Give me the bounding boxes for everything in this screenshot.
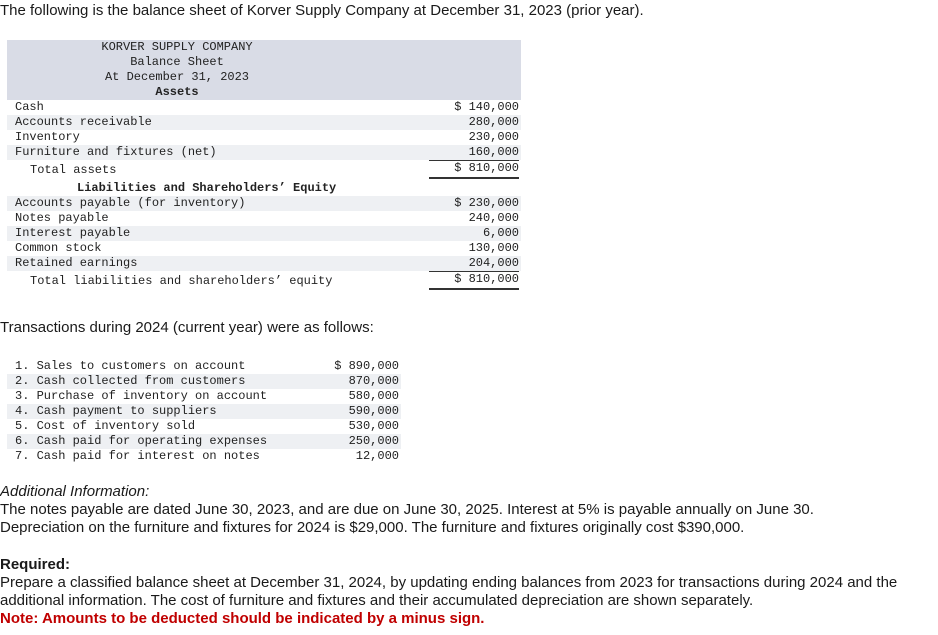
table-row — [7, 130, 521, 145]
row-label: Common stock — [15, 241, 102, 255]
table-row — [7, 256, 521, 271]
statement-date: At December 31, 2023 — [104, 70, 250, 84]
row-label: Retained earnings — [15, 256, 138, 270]
balance-sheet-header — [7, 40, 521, 100]
transaction-label: 2. Cash collected from customers — [15, 374, 246, 388]
table-row — [7, 100, 521, 115]
row-label: Cash — [15, 100, 44, 114]
transaction-value: 590,000 — [348, 404, 399, 418]
assets-heading: Assets — [155, 85, 199, 99]
required-note: Note: Amounts to be deducted should be indicated by a minus sign. — [0, 610, 485, 627]
transaction-value: 12,000 — [355, 449, 399, 463]
statement-title: Balance Sheet — [130, 55, 224, 69]
total-row — [7, 160, 521, 180]
row-value: $ 230,000 — [454, 196, 519, 210]
transactions-table — [7, 359, 401, 464]
additional-info-title: Additional Information: — [0, 483, 150, 500]
row-value: 204,000 — [429, 256, 519, 272]
total-assets-value: $ 810,000 — [429, 160, 519, 179]
additional-information — [0, 483, 930, 537]
intro-text: The following is the balance sheet of Korver Supply Company at December 31, 2023 (prior year). — [0, 2, 644, 19]
transaction-row — [7, 419, 401, 434]
liabilities-heading-row — [7, 180, 521, 196]
row-label: Furniture and fixtures (net) — [15, 145, 217, 159]
required-text: Prepare a classified balance sheet at December 31, 2024, by updating ending balances from 2023 for transactions during 2024 and the additional information. The cost of furniture and fixtures and their accumulated depreciation are shown separately. — [0, 574, 898, 609]
transaction-label: 6. Cash paid for operating expenses — [15, 434, 268, 448]
total-row — [7, 271, 521, 291]
transaction-label: 1. Sales to customers on account — [15, 359, 246, 373]
liabilities-heading: Liabilities and Shareholders’ Equity — [77, 181, 337, 195]
transaction-value: 870,000 — [348, 374, 399, 388]
row-value: 280,000 — [468, 115, 519, 129]
transaction-value: 250,000 — [348, 434, 399, 448]
transaction-row — [7, 434, 401, 449]
total-liabilities-label: Total liabilities and shareholders’ equity — [30, 274, 333, 288]
required-section — [0, 556, 934, 628]
row-label: Accounts payable (for inventory) — [15, 196, 246, 210]
row-value: 240,000 — [468, 211, 519, 225]
row-value: $ 140,000 — [454, 100, 519, 114]
total-assets-label: Total assets — [30, 163, 117, 177]
row-value: 6,000 — [482, 226, 519, 240]
transaction-row — [7, 404, 401, 419]
table-row — [7, 241, 521, 256]
additional-info-line: The notes payable are dated June 30, 2023, and are due on June 30, 2025. Interest at 5% is payable annually on June 30. — [0, 501, 814, 518]
row-label: Notes payable — [15, 211, 109, 225]
table-row — [7, 145, 521, 160]
table-row — [7, 115, 521, 130]
company-name: KORVER SUPPLY COMPANY — [101, 40, 253, 54]
table-row — [7, 211, 521, 226]
transactions-intro: Transactions during 2024 (current year) were as follows: — [0, 319, 374, 336]
transaction-label: 4. Cash payment to suppliers — [15, 404, 217, 418]
table-row — [7, 196, 521, 211]
transaction-row — [7, 449, 401, 464]
transaction-row — [7, 374, 401, 389]
transaction-label: 7. Cash paid for interest on notes — [15, 449, 260, 463]
balance-sheet-table — [7, 40, 521, 291]
transaction-label: 3. Purchase of inventory on account — [15, 389, 268, 403]
transaction-row — [7, 359, 401, 374]
transaction-value: 580,000 — [348, 389, 399, 403]
additional-info-line: Depreciation on the furniture and fixtures for 2024 is $29,000. The furniture and fixtures originally cost $390,000. — [0, 519, 745, 536]
total-liabilities-value: $ 810,000 — [429, 271, 519, 290]
row-value: 130,000 — [468, 241, 519, 255]
transaction-row — [7, 389, 401, 404]
table-row — [7, 226, 521, 241]
transaction-value: 530,000 — [348, 419, 399, 433]
row-label: Interest payable — [15, 226, 131, 240]
row-value: 230,000 — [468, 130, 519, 144]
row-label: Accounts receivable — [15, 115, 152, 129]
required-title: Required: — [0, 556, 71, 573]
transaction-value: $ 890,000 — [334, 359, 399, 373]
transaction-label: 5. Cost of inventory sold — [15, 419, 196, 433]
row-label: Inventory — [15, 130, 80, 144]
row-value: 160,000 — [429, 145, 519, 161]
